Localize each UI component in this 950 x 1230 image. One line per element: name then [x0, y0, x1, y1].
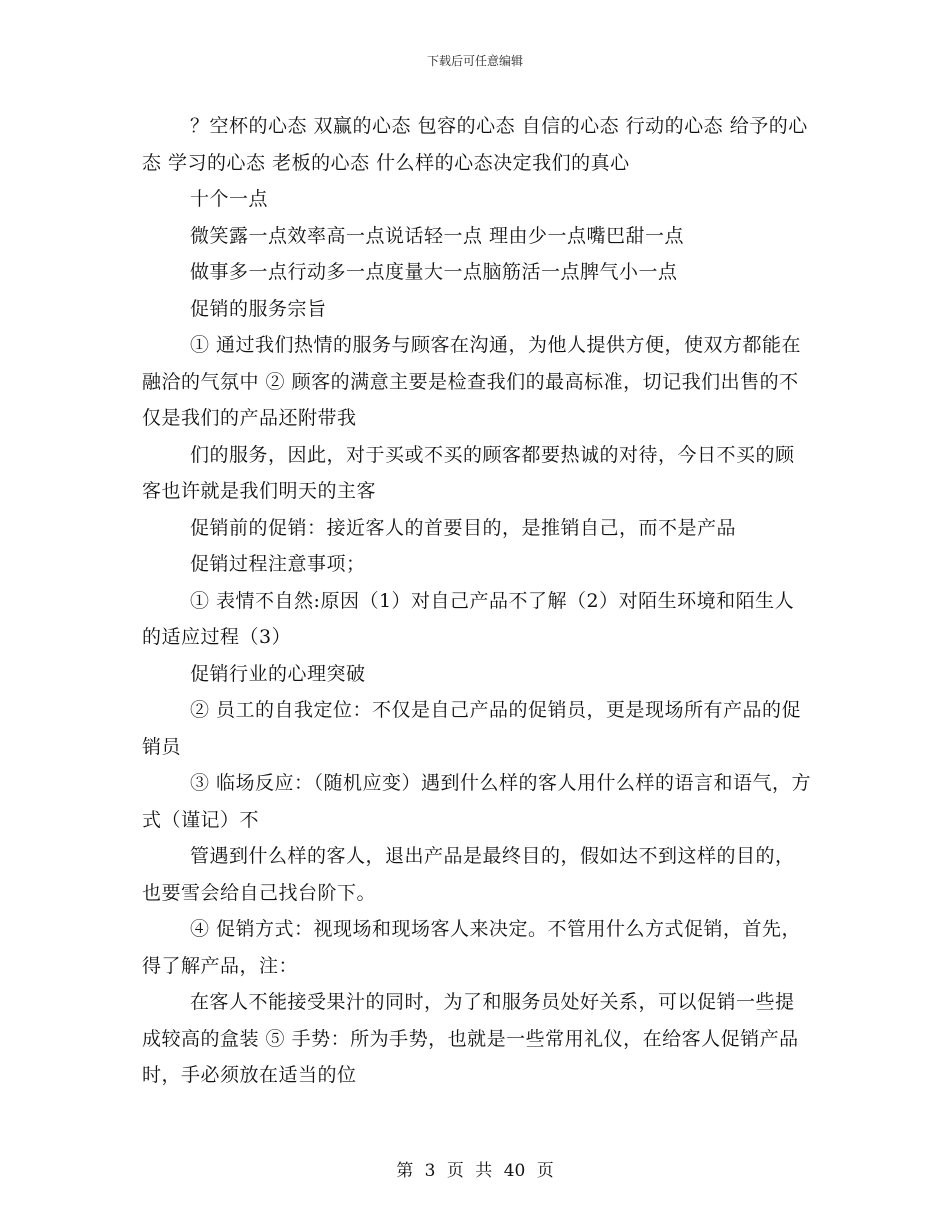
paragraph-ten-points-1: 微笑露一点效率高一点说话轻一点 理由少一点嘴巴甜一点 [190, 224, 685, 247]
paragraph-on-site-reaction-cont: 管遇到什么样的客人，退出产品是最终目的，假如达不到这样的目的，也要雪会给自己找台阶下。 [142, 845, 795, 904]
paragraph-pre-promotion: 促销前的促销：接近客人的首要目的，是推销自己，而不是产品 [190, 516, 737, 539]
paragraph-expression: ① 表情不自然:原因（1）对自己产品不了解（2）对陌生环境和陌生人的适应过程（3） [142, 589, 795, 648]
paragraph-on-site-reaction: ③ 临场反应：（随机应变）遇到什么样的客人用什么样的语言和语气，方式（谨记）不 [142, 772, 812, 831]
paragraph-psychology-title: 促销行业的心理突破 [190, 662, 366, 685]
page-footer: 第 3 页 共 40 页 [396, 1161, 554, 1181]
paragraph-service-purpose-2: 们的服务，因此，对于买或不买的顾客都要热诚的对待，今日不买的顾客也许就是我们明天的主客 [142, 443, 795, 502]
paragraph-service-purpose-1: ① 通过我们热情的服务与顾客在沟通，为他人提供方便，使双方都能在融洽的气氛中 ② 顾客的满意主要是检查我们的最高标准，切记我们出售的不仅是我们的产品还附带我 [142, 334, 802, 429]
page-header: 下载后可任意编辑 [426, 54, 523, 68]
paragraph-gestures: 在客人不能接受果汁的同时，为了和服务员处好关系，可以促销一些提成较高的盒装 ⑤ 手势：所为手势，也就是一些常用礼仪，在给客人促销产品时，手必须放在适当的位 [142, 991, 799, 1086]
paragraph-self-positioning: ② 员工的自我定位：不仅是自己产品的促销员，更是现场所有产品的促销员 [142, 699, 802, 758]
paragraph-mindsets: ？空杯的心态 双赢的心态 包容的心态 自信的心态 行动的心态 给予的心态 学习的心态 老板的心态 什么样的心态决定我们的真心 [142, 115, 808, 174]
paragraph-promotion-method: ④ 促销方式：视现场和现场客人来决定。不管用什么方式促销，首先，得了解产品，注： [142, 918, 802, 977]
paragraph-service-purpose-title: 促销的服务宗旨 [190, 297, 327, 320]
paragraph-process-notes-title: 促销过程注意事项； [190, 553, 366, 575]
document-body [142, 108, 812, 1094]
paragraph-ten-points-2: 做事多一点行动多一点度量大一点脑筋活一点脾气小一点 [190, 261, 678, 283]
paragraph-ten-points-title: 十个一点 [190, 188, 269, 210]
